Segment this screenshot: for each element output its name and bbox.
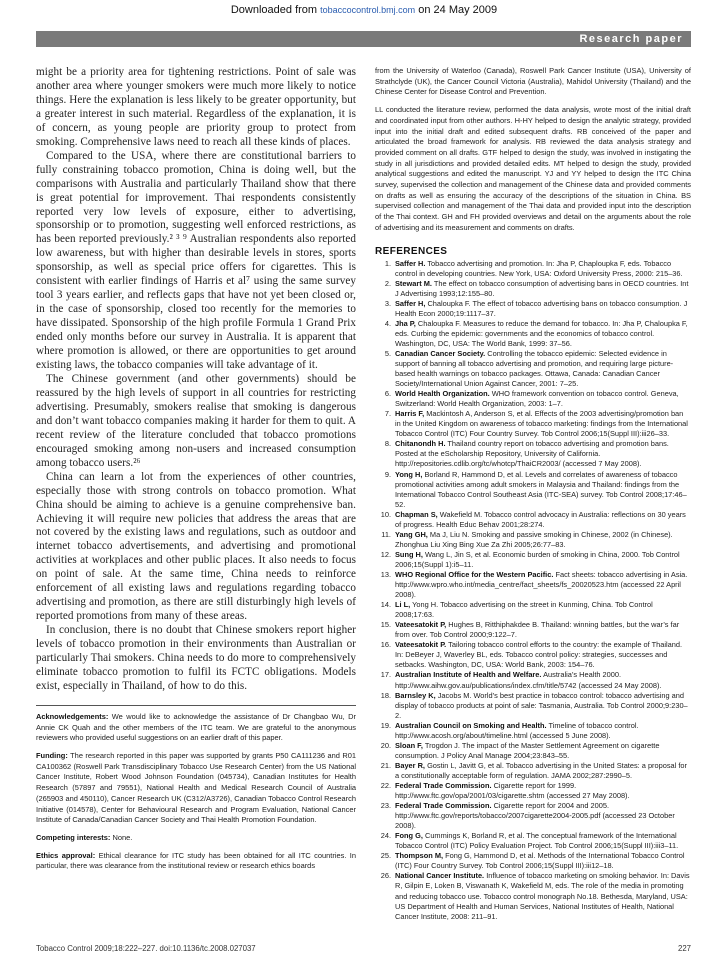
right-column [375,66,691,922]
reference-author: Sung H, [395,549,423,559]
reference-body: Controlling the tobacco epidemic: Selected evidence in support of banning all tobacco advertising and promotion, and requiring large picture-based health warnings on tobacco packages. Ottawa, Canada: Canadian Cancer Society/International Union Against Cancer, 2001: 7–25. [395,348,674,389]
reference-author: Federal Trade Commission. [395,780,492,790]
ethics-label: Ethics approval: [36,850,96,860]
reference-number: 2. [384,278,391,288]
reference-text [395,470,691,510]
reference-body: Yong H. Tobacco advertising on the street in Kunming, China. Tob Control 2008;17:63. [395,600,653,620]
reference-body: Thailand country report on tobacco advertising and promotion bans. Posted at the eScholarship Repository, University of California. http://repositories.cdlib.org/tc/whotcp/ThaiCR2003/ (accessed 7 May 2008). [395,439,669,469]
reference-item [375,389,691,409]
reference-item [375,530,691,550]
reference-number: 15. [380,620,391,630]
reference-item [375,670,691,690]
reference-body: Influence of tobacco marketing on smoking behavior. In: Davis R, Gilpin E, Loken B, Viswanath K, Wakefield M, eds. The role of the media in promoting and reducing tobacco use. Tobacco control monograph No.18. Bethesda, Maryland, USA: US Department of Health and Human Services, National Institutes of Health, National Cancer Institute, 2008: 211–91. [395,871,690,921]
reference-author: Li L, [395,600,411,610]
download-date: on 24 May 2009 [418,4,498,16]
reference-number: 5. [384,348,391,358]
reference-text [395,510,691,530]
reference-text [395,319,691,349]
section-divider [36,705,356,706]
reference-text [395,741,691,761]
reference-number: 14. [380,600,391,610]
reference-item [375,851,691,871]
reference-item [375,279,691,299]
reference-body: Gostin L, Javitt G, et al. Tobacco advertising in the United States: a proposal for a constitutionally acceptable form of regulation. JAMA 2002;287:2990–5. [395,760,687,780]
reference-item [375,510,691,530]
page-footer [36,944,691,958]
reference-item [375,409,691,439]
reference-author: Sloan F, [395,740,423,750]
funding-text: The research reported in this paper was supported by grants P50 CA111236 and R01 CA100362 (Roswell Park Transdisciplinary Tobacco Use Research Center) from the US National Cancer Institute, Robert Wood Johnson Foundation (045734), Canadian Institutes for Health Research (57897 and 79551), National Health and Medical Research Council of Australia (265903 and 450110), Cancer Research UK (C312/A3726), Canadian Tobacco Control Research Initiative (014578), Center for Behavioural Research and Program Evaluation, National Cancer Institute of Canada/Canadian Cancer Society and Thai Health Promotion Foundation. [36,751,356,825]
reference-body: Wang L, Jin S, et al. Economic burden of smoking in China, 2000. Tob Control 2006;15(Suppl 1):i5–11. [395,549,680,569]
reference-body: Fong G, Hammond D, et al. Methods of the International Tobacco Control (ITC) Four Country Survey. Tob Control 2006;15(Suppl III):iii12–18. [395,851,685,871]
reference-body: Cigarette report for 1999. http://www.ftc.gov/opa/2001/03/cigarette.shtm (accessed 27 May 2008). [395,780,630,801]
reference-number: 10. [380,509,391,519]
reference-body: Mackintosh A, Anderson S, et al. Effects of the 2003 advertising/promotion ban in the United Kingdom on awareness of tobacco marketing: findings from the International Tobacco Control (ITC) Four Country Survey. Tob Control 2006;15(Suppl III):iii26–33. [395,409,688,439]
acknowledgements-label: Acknowledgements: [36,711,109,721]
reference-text [395,640,691,670]
reference-text [395,409,691,439]
reference-author: Stewart M. [395,278,432,288]
reference-item [375,600,691,620]
reference-author: Yong H, [395,469,423,479]
reference-item [375,319,691,349]
reference-author: Federal Trade Commission. [395,801,492,811]
reference-item [375,721,691,741]
reference-text [395,801,691,831]
reference-item [375,570,691,600]
reference-text [395,439,691,469]
reference-number: 7. [384,409,391,419]
reference-body: Tailoring tobacco control efforts to the country: the example of Thailand. In: DeBeyer J, Waverley BL, eds. Tobacco control policy: strategies, successes and setbacks. Washington, DC, USA: World Bank, 2003: 154–76. [395,640,683,670]
body-paragraph: China can learn a lot from the experiences of other countries, especially those with strong controls on tobacco promotion. What China should be aiming to achieve is a genuine comprehensive ban. Achieving it will require new policies that address the areas that are not covered by the existing laws and regulations, such as outdoor and internet tobacco advertisements, and advertising and promotional activities at workplaces and other public places. It also needs to focus on point of sale. At the same time, China needs to reinforce enforcement of all existing laws and regulations regarding tobacco advertising and promotion, as there are still disturbingly high levels of reported promotions from many of these areas. [36,470,356,623]
reference-number: 9. [384,469,391,479]
reference-text [395,871,691,921]
funding-label: Funding: [36,751,68,760]
reference-item [375,299,691,319]
reference-number: 16. [380,640,391,650]
reference-author: National Cancer Institute. [395,871,485,881]
acknowledgements [36,712,356,744]
reference-item [375,550,691,570]
reference-author: WHO Regional Office for the Western Pacific. [395,570,554,579]
reference-number: 11. [381,529,391,539]
ethics-text: Ethical clearance for ITC study has been obtained for all ITC countries. In particular, there was clearance from the institutional review or research ethics boards [36,850,356,871]
reference-number: 1. [384,258,391,268]
reference-body: Cummings K, Borland R, et al. The conceptual framework of the International Tobacco Control (ITC) Policy Evaluation Project. Tob Control 2006;15(Suppl III):iii3–11. [395,831,679,851]
ethics-approval [36,851,356,872]
reference-number: 24. [380,831,391,841]
reference-text [395,620,691,640]
reference-body: The effect on tobacco consumption of advertising bans in OECD countries. Int J Advertising 1993;12:155–80. [395,278,689,298]
body-paragraph: The Chinese government (and other governments) should be reassured by the high levels of support in all countries for restricting advertising. Presumably, smokers realise that smoking is dangerous and don’t want tobacco companies making it harder for them to quit. A recent review of the literature concluded that tobacco promotions encouraged smoking among non-users and increased consumption among tobacco users.²⁶ [36,372,356,469]
reference-item [375,259,691,279]
reference-list [375,259,691,922]
reference-body: Tobacco advertising and promotion. In: Jha P, Chaploupka F, eds. Tobacco control in developing countries. New York, USA: Oxford University Press, 2000: 215–36. [395,258,683,278]
reference-number: 25. [380,851,391,861]
reference-number: 19. [380,720,391,730]
reference-text [395,570,691,600]
reference-text [395,600,691,620]
reference-author: Saffer H. [395,258,426,268]
reference-body: Fact sheets: tobacco advertising in Asia. http://www.wpro.who.int/media_centre/fact_sheets/fs_20020523.htm (accessed 22 April 2008). [395,570,688,600]
reference-body: Chaloupka F. The effect of tobacco advertising bans on tobacco consumption. J Health Econ 2000;19:1117–37. [395,298,688,318]
reference-author: Vateesatokit P. [395,640,447,650]
reference-text [395,349,691,389]
reference-text [395,721,691,741]
references-heading: REFERENCES [375,245,448,257]
competing-interests-label: Competing interests: [36,832,111,842]
reference-number: 22. [380,780,391,790]
reference-author: Chitanondh H. [395,439,446,449]
reference-item [375,349,691,389]
section-band [36,31,691,47]
reference-text [395,530,691,550]
reference-number: 12. [380,549,391,559]
reference-body: Jacobs M. World’s best practice in tobacco control: tobacco advertising and display of tobacco products at point of sale: Tasmania, Australia. Tob Control 2000;9:230–2. [395,690,688,720]
reference-author: Australian Council on Smoking and Health. [395,720,547,730]
reference-number: 4. [384,318,391,328]
reference-number: 17. [380,670,391,680]
reference-body: Timeline of tobacco control. http://www.acosh.org/about/timeline.html (accessed 5 June 2008). [395,720,639,740]
reference-text [395,299,691,319]
reference-body: Australia’s Health 2000. http://www.aihw.gov.au/publications/index.cfm/title/5742 (accessed 24 May 2008). [395,670,662,690]
reference-body: WHO framework convention on tobacco control. Geneva, Switzerland: World Health Organization, 2003: 1–7. [395,389,679,409]
reference-number: 23. [380,801,391,811]
reference-author: Jha P, [395,318,416,328]
competing-interests-text: None. [112,832,133,842]
reference-body: Cigarette report for 2004 and 2005. http://www.ftc.gov/reports/tobacco/2007cigarette2004-2005.pdf (accessed 23 October 2008). [395,801,675,831]
reference-author: Saffer H, [395,298,426,308]
reference-number: 21. [380,760,391,770]
download-url-link[interactable]: tobaccocontrol.bmj.com [320,5,416,15]
reference-body: Ma J, Liu N. Smoking and passive smoking in Chinese, 2002 (in Chinese). Zhonghua Liu Xing Bing Xue Za Zhi 2005;26:77–83. [395,529,673,549]
reference-item [375,620,691,640]
reference-author: Vateesatokit P, [395,620,447,630]
reference-author: Australian Institute of Health and Welfare. [395,670,542,680]
competing-interests [36,833,356,844]
ethics-continuation: from the University of Waterloo (Canada), Roswell Park Cancer Institute (USA), University of Strathclyde (UK), the Cancer Council Victoria (Australia), Mahidol University (Thailand) and the Chinese Center for Disease Control and Prevention. [375,66,691,97]
reference-text [395,781,691,801]
reference-item [375,691,691,721]
reference-text [395,259,691,279]
reference-item [375,801,691,831]
section-label: Research paper [579,33,683,45]
reference-item [375,871,691,921]
body-paragraph: might be a priority area for tightening restrictions. Point of sale was another area where younger smokers were much more likely to notice things. Here the explanation is less likely to be greater opportunity, but a greater interest in such material. Regardless of the explanation, it is of concern, as young people are priority group to protect from smoking. Comprehensive laws need to reach all these kinds of places. [36,66,356,148]
author-contributions: LL conducted the literature review, performed the data analysis, wrote most of the initial draft and coordinated input from other authors. H-HY helped to design the analytic strategy, provided input into the initial draft and edited subsequent drafts. RB conceived of the paper and articulated the broad framework for analysis. RB reviewed the data analysis strategy and provided comment on all drafts. GTF helped to design the study, was involved in instigating the study in all jurisdictions and provided detailed edits. MT helped to design the study, provided analytical suggestions and edited the manuscript. YJ and YY helped to design the ITC China survey, supervised the collection and management of the Chinese data and provided comments on drafts as well as ensuring the accuracy of the descriptions of the situation in China. BS supervised collection and management of the Thai data and provided input into the description of the Thai context. GH and FH provided overviews and detail on the arguments about the role of advertising and its measurement and comments on drafts. [375,105,691,232]
page-number: 227 [677,944,691,953]
body-text [36,66,356,694]
reference-author: Barnsley K, [395,690,436,700]
reference-item [375,470,691,510]
reference-author: Thompson M, [395,851,444,861]
body-paragraph: Compared to the USA, where there are constitutional barriers to fully constraining tobacco promotion, China is doing well, but the comparisons with Australia and particularly Thailand show that there is great potential for improvement. Thai respondents consistently reported very low levels of exposure, either to advertising, sponsorship or to promotion, suggesting well enforced restrictions, as has been reported previously.² ³ ⁹ Australian respondents also reported low awareness, but with higher than desirable levels in stores, sports sponsorship, as well as special price offers for cigarettes. This is consistent with earlier findings of Harris et al⁷ using the same survey tool 3 years earlier, and reflects gaps that have not yet been closed or, in the case of sponsorship, closed too recently for the memories to have dissipated. Sponsorship of the high profile Formula 1 Grand Prix ended only months before our survey in Australia. It is apparent that where promotion is allowed, or there are opportunities to get around existing laws, the tobacco companies will take advantage of it. [36,149,356,372]
reference-author: Canadian Cancer Society. [395,348,486,358]
reference-body: Wakefield M. Tobacco control advocacy in Australia: reflections on 30 years of progress. Health Educ Behav 2001;28:274. [395,509,686,529]
reference-body: Trogdon J. The impact of the Master Settlement Agreement on cigarette consumption. J Policy Anal Manage 2004;23:843–55. [395,740,660,760]
reference-number: 20. [380,740,391,750]
reference-item [375,439,691,469]
reference-number: 6. [384,389,391,399]
reference-body: Borland R, Hammond D, et al. Levels and correlates of awareness of tobacco promotional activities among adult smokers in Malaysia and Thailand: findings from the International Tobacco Control Southeast Asia (ITC-SEA) survey. Tob Control 2008;17:46–52. [395,469,687,509]
reference-text [395,279,691,299]
reference-item [375,741,691,761]
reference-body: Chaloupka F. Measures to reduce the demand for tobacco. In: Jha P, Chaloupka F, eds. Curbing the epidemic: governments and the economics of tobacco control. Washington, DC, USA: The World Bank, 1999: 37–56. [395,318,688,348]
reference-text [395,670,691,690]
footer-citation: Tobacco Control 2009;18:222–227. doi:10.1136/tc.2008.027037 [36,944,256,953]
reference-number: 18. [380,690,391,700]
reference-item [375,831,691,851]
left-column [36,66,356,879]
reference-author: World Health Organization. [395,389,490,399]
reference-number: 3. [384,298,391,308]
download-banner [0,0,728,22]
reference-item [375,781,691,801]
reference-author: Harris F, [395,409,425,419]
download-text: Downloaded from [230,4,318,16]
reference-item [375,761,691,781]
body-paragraph: In conclusion, there is no doubt that Chinese smokers report higher levels of tobacco promotion in their environments than Australian or particularly Thai smokers. China needs to do more to comprehensively eliminate tobacco promotion to fulfil its FCTC obligations. Models exist, especially in Thailand, of how to do this. [36,624,356,692]
reference-author: Fong G, [395,831,423,841]
reference-text [395,851,691,871]
reference-number: 13. [380,570,391,579]
reference-author: Bayer R, [395,760,425,770]
acknowledgements-text: We would like to acknowledge the assistance of Dr Changbao Wu, Dr Annie CK Quah and the other members of the ITC team. We are grateful to the anonymous reviewers who provided useful suggestions on an earlier draft of this paper. [36,711,356,743]
reference-text [395,691,691,721]
reference-author: Chapman S, [395,509,438,519]
reference-author: Yang GH, [395,529,428,539]
funding [36,751,356,826]
reference-text [395,389,691,409]
reference-text [395,831,691,851]
reference-number: 26. [380,871,391,881]
reference-body: Hughes B, Ritthiphakdee B. Thailand: winning battles, but the war’s far from over. Tob Control 2000;9:122–7. [395,620,680,640]
reference-text [395,550,691,570]
reference-text [395,761,691,781]
reference-item [375,640,691,670]
reference-number: 8. [384,439,391,449]
